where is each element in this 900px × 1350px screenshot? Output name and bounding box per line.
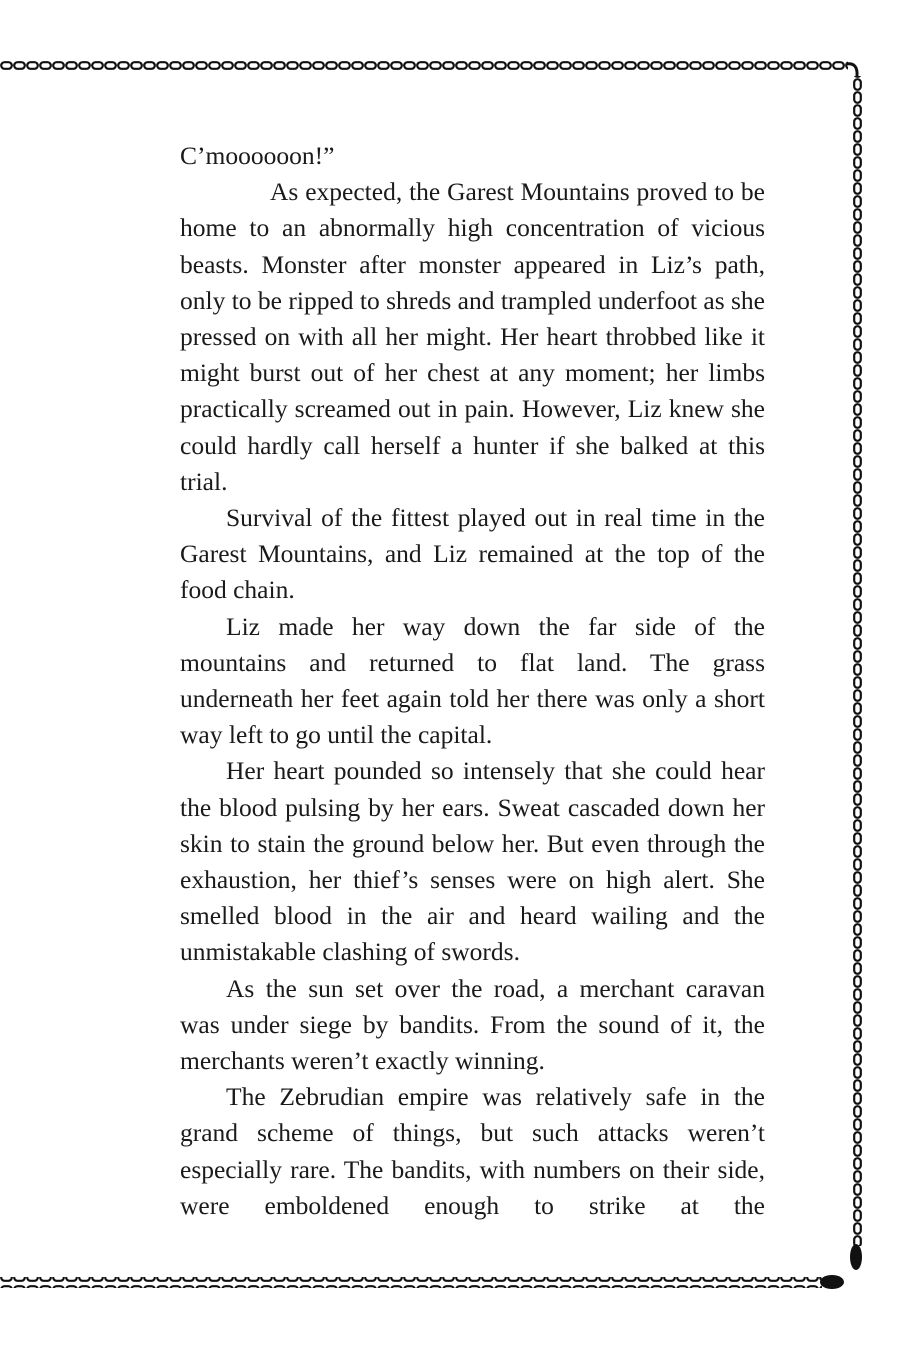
paragraph-7: The Zebrudian empire was relatively safe in the grand scheme of things, but such attacks weren’t especially rare. The bandits, with numbers on their side, were emboldened enough to strike at the [180, 1082, 765, 1220]
paragraph-6: As the sun set over the road, a merchant caravan was under siege by bandits. From the sound of it, the merchants weren’t exactly winning. [180, 973, 765, 1076]
chain-end-weight [850, 1244, 862, 1270]
paragraph-1: C’moooooon!” [180, 141, 335, 170]
paragraph-2: As expected, the Garest Mountains proved to be home to an abnormally high concentration of vicious beasts. Monster after monster appeared in Liz’s path, only to be ripped to shreds and trampled underfoot as she pressed on with all her might. Her heart throbbed like it might burst out of her chest at any moment; her limbs practically screamed out in pain. However, Liz knew she could hardly call herself a hunter if she balked at this trial. [180, 177, 765, 496]
chain-end-weight-bottom [820, 1275, 844, 1289]
right-chain [852, 76, 863, 1246]
top-chain [0, 60, 848, 71]
paragraph-5: Her heart pounded so intensely that she could hear the blood pulsing by her ears. Sweat cascaded down her skin to stain the ground below her. But even through the exhaustion, her thief’s senses were on high alert. She smelled blood in the air and heard wailing and the unmistakable clashing of swords. [180, 756, 765, 967]
bottom-chain [0, 1277, 822, 1288]
paragraph-4: Liz made her way down the far side of the mountains and returned to flat land. The grass underneath her feet again told her there was only a short way left to go until the capital. [180, 611, 765, 750]
paragraph-3: Survival of the fittest played out in real time in the Garest Mountains, and Liz remained at the top of the food chain. [180, 503, 765, 605]
page-body [180, 138, 765, 1224]
